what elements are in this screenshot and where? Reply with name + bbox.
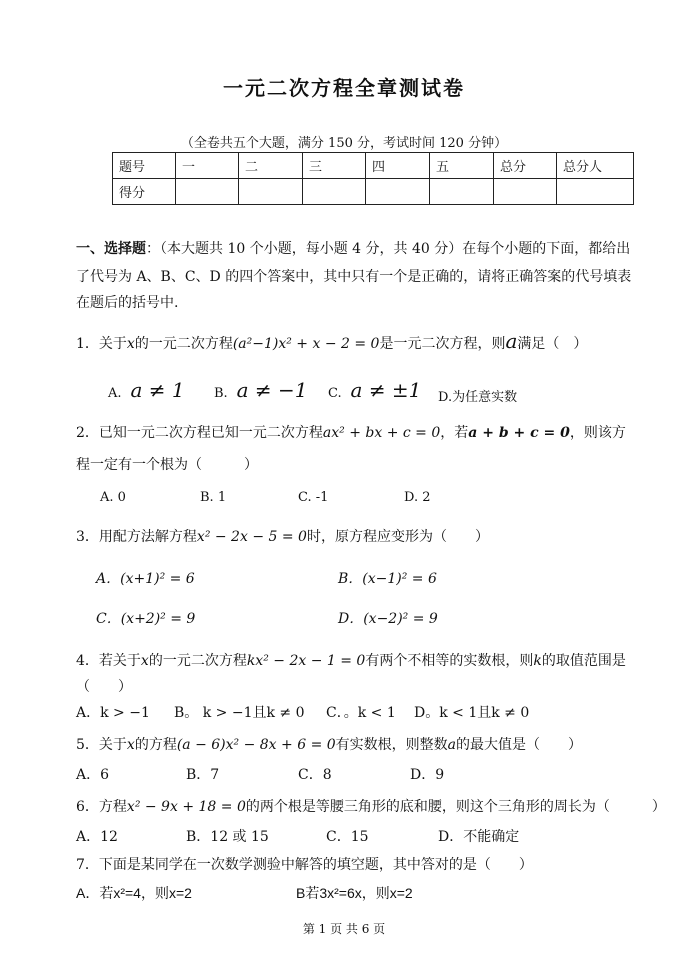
q2-text: 2．已知一元二次方程已知一元二次方程 bbox=[76, 425, 323, 441]
score-table-cell: 三 bbox=[303, 153, 366, 179]
q4-option-b[interactable]: B。 k > −1且k ≠ 0 bbox=[174, 705, 305, 721]
exam-info: （全卷共五个大题，满分 150 分，考试时间 120 分钟） bbox=[180, 136, 508, 151]
score-table bbox=[112, 152, 634, 205]
q4-option-c[interactable]: C．。k < 1 bbox=[326, 705, 396, 721]
q4-option-d[interactable]: D。k < 1且k ≠ 0 bbox=[414, 705, 530, 721]
q2-text: ，若 bbox=[440, 425, 469, 441]
section1-line2: 了代号为 A、B、C、D 的四个答案中，其中只有一个是正确的，请将正确答案的代号填表 bbox=[76, 269, 632, 285]
score-table-cell: 总分人 bbox=[557, 153, 634, 179]
q2-option-a[interactable]: A. 0 bbox=[100, 490, 126, 505]
section1-text: ：（本大题共 10 个小题，每小题 4 分，共 40 分）在每个小题的下面，都给出 bbox=[146, 241, 631, 257]
question-1 bbox=[76, 328, 587, 357]
q6-text: 的两个根是等腰三角形的底和腰，则这个三角形的周长为（ ） bbox=[245, 799, 666, 815]
q6-option-c[interactable]: C．15 bbox=[326, 829, 369, 845]
score-input-1[interactable] bbox=[176, 179, 239, 205]
section1-line1 bbox=[76, 236, 630, 262]
q5-option-a[interactable]: A．6 bbox=[76, 767, 110, 783]
q4-equation: kx² − 2x − 1 = 0 bbox=[246, 653, 366, 669]
score-input-4[interactable] bbox=[366, 179, 430, 205]
q3-text: 时，原方程应变形为（ ） bbox=[306, 529, 489, 545]
q6-option-d[interactable]: D．不能确定 bbox=[438, 829, 520, 845]
question-3 bbox=[76, 524, 489, 550]
q1-option-c[interactable] bbox=[328, 378, 421, 402]
q5-text: 有实数根，则整数 bbox=[335, 737, 448, 753]
score-table-cell: 一 bbox=[176, 153, 239, 179]
q6-text: 6．方程 bbox=[76, 799, 127, 815]
q5-var: a bbox=[447, 737, 457, 753]
q4-text: 的一元二次方程 bbox=[148, 653, 247, 669]
score-table-cell: 五 bbox=[430, 153, 494, 179]
q3-option-b[interactable]: B．(x−1)² = 6 bbox=[338, 571, 437, 587]
q3-option-a[interactable]: A．(x+1)² = 6 bbox=[96, 571, 195, 587]
question-5 bbox=[76, 732, 582, 758]
q2-option-b[interactable]: B. 1 bbox=[200, 490, 227, 505]
option-label: C. bbox=[328, 386, 342, 401]
q5-text: 5．关于 bbox=[76, 737, 127, 753]
question-6 bbox=[76, 794, 666, 820]
q1-text: 是一元二次方程，则 bbox=[379, 336, 506, 352]
question-4 bbox=[76, 648, 626, 674]
q4-text: 有两个不相等的实数根，则 bbox=[365, 653, 534, 669]
score-input-total[interactable] bbox=[494, 179, 557, 205]
q5-equation: (a − 6)x² − 8x + 6 = 0 bbox=[176, 737, 336, 753]
q5-option-d[interactable]: D．9 bbox=[410, 767, 445, 783]
section1-line3: 在题后的括号中. bbox=[76, 295, 179, 311]
q1-text: 1．关于 bbox=[76, 336, 127, 352]
q1-var: a bbox=[505, 329, 518, 353]
q7-option-a[interactable]: A．若x²=4，则x=2 bbox=[76, 885, 192, 901]
q4-line2: （ ） bbox=[76, 679, 132, 695]
question-7: 7．下面是某同学在一次数学测验中解答的填空题，其中答对的是（ ） bbox=[76, 857, 533, 873]
q6-equation: x² − 9x + 18 = 0 bbox=[126, 799, 246, 815]
score-input-3[interactable] bbox=[303, 179, 366, 205]
score-table-cell: 总分 bbox=[494, 153, 557, 179]
score-table-cell: 四 bbox=[366, 153, 430, 179]
q1-text: 的一元二次方程 bbox=[134, 336, 233, 352]
option-label: A. bbox=[108, 386, 122, 401]
q3-option-d[interactable]: D．(x−2)² = 9 bbox=[338, 611, 438, 627]
score-input-2[interactable] bbox=[239, 179, 303, 205]
q6-option-b[interactable]: B．12 或 15 bbox=[186, 829, 269, 845]
q2-condition: a + b + c = 0 bbox=[468, 425, 570, 441]
q5-text: 的方程 bbox=[134, 737, 177, 753]
section1-head: 一、选择题 bbox=[76, 241, 146, 257]
score-input-grader[interactable] bbox=[557, 179, 634, 205]
q1-option-b[interactable] bbox=[214, 378, 307, 402]
score-input-5[interactable] bbox=[430, 179, 494, 205]
q1-var: x bbox=[126, 336, 135, 352]
q4-text: 的取值范围是 bbox=[541, 653, 626, 669]
q3-text: 3．用配方法解方程 bbox=[76, 529, 197, 545]
q1-option-a[interactable] bbox=[108, 378, 185, 402]
q6-option-a[interactable]: A．12 bbox=[76, 829, 118, 845]
score-table-row bbox=[113, 179, 634, 205]
q4-text: 4．若关于 bbox=[76, 653, 141, 669]
q3-equation: x² − 2x − 5 = 0 bbox=[196, 529, 307, 545]
q4-var: x bbox=[140, 653, 149, 669]
q1-text: 满足（ ） bbox=[517, 336, 588, 352]
q5-var: x bbox=[126, 737, 135, 753]
q2-option-c[interactable]: C. -1 bbox=[298, 490, 329, 505]
q3-option-c[interactable]: C．(x+2)² = 9 bbox=[96, 611, 196, 627]
page-title: 一元二次方程全章测试卷 bbox=[223, 76, 465, 100]
score-table-cell: 题号 bbox=[113, 153, 176, 179]
option-value: a ≠ ±1 bbox=[350, 378, 422, 402]
q1-equation: (a²−1)x² + x − 2 = 0 bbox=[232, 336, 380, 352]
score-table-header-row bbox=[113, 153, 634, 179]
q2-option-d[interactable]: D. 2 bbox=[404, 490, 431, 505]
q1-option-d[interactable]: D.为任意实数 bbox=[438, 390, 518, 405]
option-label: B. bbox=[214, 386, 228, 401]
question-2 bbox=[76, 420, 626, 446]
score-table-cell: 二 bbox=[239, 153, 303, 179]
page-footer: 第 1 页 共 6 页 bbox=[302, 922, 386, 936]
q7-option-b[interactable]: B若3x²=6x，则x=2 bbox=[296, 885, 413, 901]
q2-line2: 程一定有一个根为（ ） bbox=[76, 457, 258, 473]
q2-text: ，则该方 bbox=[569, 425, 626, 441]
q5-option-c[interactable]: C．8 bbox=[298, 767, 332, 783]
q5-option-b[interactable]: B．7 bbox=[186, 767, 220, 783]
q4-var: k bbox=[533, 653, 542, 669]
q5-text: 的最大值是（ ） bbox=[456, 737, 583, 753]
option-value: a ≠ 1 bbox=[130, 378, 185, 402]
q4-option-a[interactable]: A．k > −1 bbox=[76, 705, 150, 721]
option-value: a ≠ −1 bbox=[236, 378, 308, 402]
score-table-cell: 得分 bbox=[113, 179, 176, 205]
q2-equation: ax² + bx + c = 0 bbox=[322, 425, 441, 441]
